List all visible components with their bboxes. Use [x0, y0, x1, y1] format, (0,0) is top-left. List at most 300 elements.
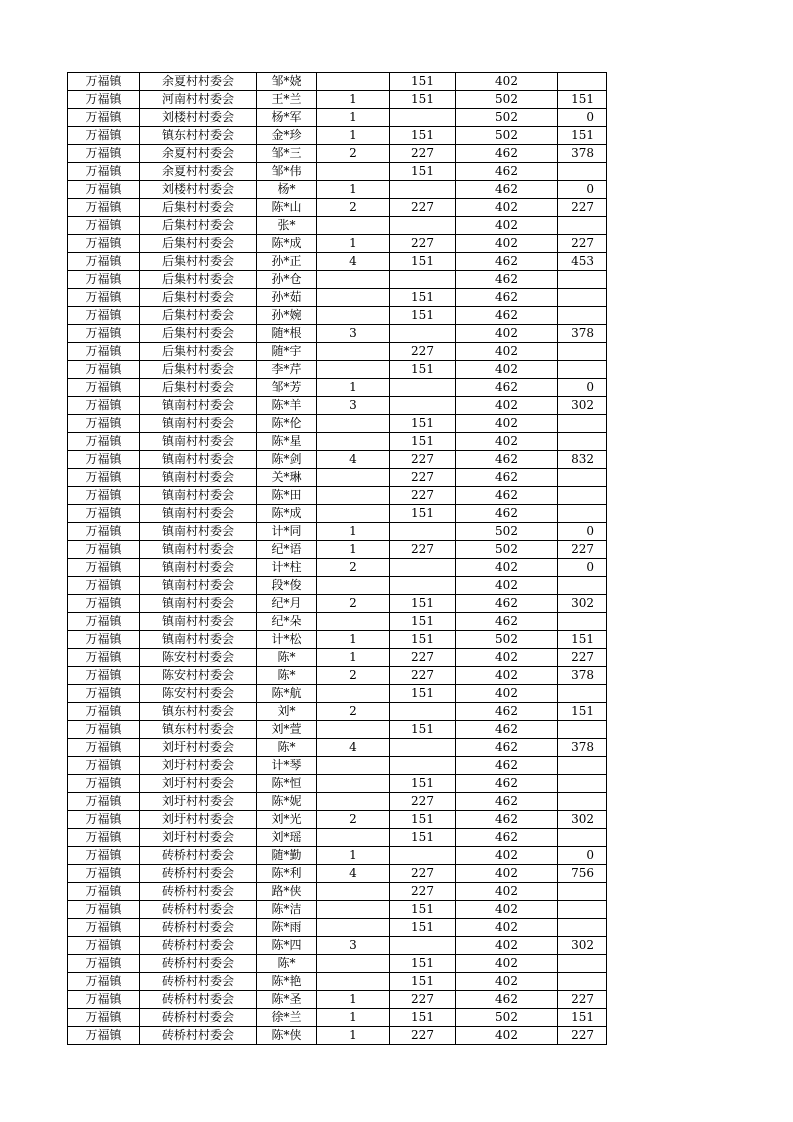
count-cell — [317, 271, 390, 289]
village-cell: 刘楼村村委会 — [140, 181, 257, 199]
name-cell: 孙*茹 — [257, 289, 317, 307]
amount-a-cell: 227 — [390, 451, 456, 469]
amount-b-cell: 402 — [456, 433, 558, 451]
table-row — [68, 559, 607, 577]
amount-b-cell: 502 — [456, 541, 558, 559]
total-cell — [558, 361, 607, 379]
amount-b-cell: 502 — [456, 127, 558, 145]
count-cell — [317, 217, 390, 235]
total-cell: 453 — [558, 253, 607, 271]
village-cell: 镇南村村委会 — [140, 577, 257, 595]
name-cell: 邹*三 — [257, 145, 317, 163]
count-cell — [317, 433, 390, 451]
count-cell — [317, 487, 390, 505]
total-cell: 302 — [558, 937, 607, 955]
count-cell — [317, 973, 390, 991]
amount-a-cell: 227 — [390, 883, 456, 901]
town-cell: 万福镇 — [68, 811, 140, 829]
amount-a-cell — [390, 703, 456, 721]
town-cell: 万福镇 — [68, 865, 140, 883]
amount-b-cell: 402 — [456, 883, 558, 901]
town-cell: 万福镇 — [68, 829, 140, 847]
village-cell: 后集村村委会 — [140, 379, 257, 397]
amount-a-cell: 151 — [390, 973, 456, 991]
total-cell — [558, 901, 607, 919]
name-cell: 计*同 — [257, 523, 317, 541]
village-cell: 砖桥村村委会 — [140, 973, 257, 991]
amount-b-cell: 462 — [456, 379, 558, 397]
table-row — [68, 613, 607, 631]
amount-a-cell: 151 — [390, 127, 456, 145]
count-cell — [317, 73, 390, 91]
table-row — [68, 523, 607, 541]
amount-b-cell: 462 — [456, 721, 558, 739]
name-cell: 陈*伦 — [257, 415, 317, 433]
town-cell: 万福镇 — [68, 289, 140, 307]
count-cell — [317, 469, 390, 487]
amount-b-cell: 502 — [456, 91, 558, 109]
total-cell — [558, 973, 607, 991]
amount-a-cell — [390, 577, 456, 595]
village-cell: 砖桥村村委会 — [140, 847, 257, 865]
amount-b-cell: 402 — [456, 937, 558, 955]
town-cell: 万福镇 — [68, 973, 140, 991]
count-cell: 3 — [317, 325, 390, 343]
town-cell: 万福镇 — [68, 199, 140, 217]
town-cell: 万福镇 — [68, 181, 140, 199]
village-cell: 后集村村委会 — [140, 271, 257, 289]
town-cell: 万福镇 — [68, 217, 140, 235]
count-cell: 4 — [317, 253, 390, 271]
count-cell — [317, 955, 390, 973]
amount-a-cell: 151 — [390, 433, 456, 451]
amount-b-cell: 462 — [456, 271, 558, 289]
town-cell: 万福镇 — [68, 505, 140, 523]
count-cell — [317, 685, 390, 703]
name-cell: 刘*光 — [257, 811, 317, 829]
table-row — [68, 91, 607, 109]
amount-b-cell: 402 — [456, 415, 558, 433]
amount-b-cell: 462 — [456, 253, 558, 271]
amount-b-cell: 502 — [456, 109, 558, 127]
village-cell: 后集村村委会 — [140, 199, 257, 217]
village-cell: 余夏村村委会 — [140, 145, 257, 163]
table-row — [68, 577, 607, 595]
town-cell: 万福镇 — [68, 613, 140, 631]
town-cell: 万福镇 — [68, 757, 140, 775]
amount-a-cell: 151 — [390, 91, 456, 109]
amount-a-cell — [390, 217, 456, 235]
amount-a-cell — [390, 325, 456, 343]
amount-a-cell: 227 — [390, 991, 456, 1009]
name-cell: 计*松 — [257, 631, 317, 649]
total-cell: 227 — [558, 649, 607, 667]
name-cell: 随*宇 — [257, 343, 317, 361]
total-cell: 302 — [558, 595, 607, 613]
town-cell: 万福镇 — [68, 73, 140, 91]
name-cell: 陈*妮 — [257, 793, 317, 811]
table-row — [68, 307, 607, 325]
village-cell: 刘圩村村委会 — [140, 757, 257, 775]
total-cell: 151 — [558, 631, 607, 649]
table-row — [68, 127, 607, 145]
amount-b-cell: 462 — [456, 145, 558, 163]
village-cell: 砖桥村村委会 — [140, 1027, 257, 1045]
count-cell: 1 — [317, 109, 390, 127]
name-cell: 段*俊 — [257, 577, 317, 595]
amount-a-cell: 151 — [390, 721, 456, 739]
amount-a-cell — [390, 523, 456, 541]
count-cell: 2 — [317, 559, 390, 577]
amount-a-cell — [390, 559, 456, 577]
count-cell — [317, 415, 390, 433]
count-cell: 1 — [317, 649, 390, 667]
table-row — [68, 901, 607, 919]
name-cell: 陈*侠 — [257, 1027, 317, 1045]
count-cell: 2 — [317, 811, 390, 829]
village-cell: 砖桥村村委会 — [140, 937, 257, 955]
village-cell: 镇南村村委会 — [140, 505, 257, 523]
table-row — [68, 469, 607, 487]
village-cell: 后集村村委会 — [140, 217, 257, 235]
town-cell: 万福镇 — [68, 271, 140, 289]
amount-b-cell: 462 — [456, 793, 558, 811]
village-cell: 后集村村委会 — [140, 361, 257, 379]
town-cell: 万福镇 — [68, 847, 140, 865]
table-row — [68, 379, 607, 397]
count-cell: 2 — [317, 595, 390, 613]
amount-a-cell: 151 — [390, 163, 456, 181]
name-cell: 邹*伟 — [257, 163, 317, 181]
amount-a-cell: 151 — [390, 1009, 456, 1027]
total-cell: 227 — [558, 199, 607, 217]
total-cell: 302 — [558, 811, 607, 829]
amount-a-cell: 227 — [390, 793, 456, 811]
total-cell — [558, 73, 607, 91]
total-cell — [558, 721, 607, 739]
count-cell — [317, 163, 390, 181]
total-cell: 227 — [558, 541, 607, 559]
amount-a-cell: 151 — [390, 595, 456, 613]
amount-a-cell: 151 — [390, 901, 456, 919]
town-cell: 万福镇 — [68, 343, 140, 361]
amount-b-cell: 462 — [456, 811, 558, 829]
total-cell — [558, 487, 607, 505]
amount-b-cell: 462 — [456, 829, 558, 847]
count-cell: 2 — [317, 667, 390, 685]
table-row — [68, 505, 607, 523]
count-cell: 1 — [317, 235, 390, 253]
table-row — [68, 829, 607, 847]
town-cell: 万福镇 — [68, 901, 140, 919]
total-cell: 756 — [558, 865, 607, 883]
name-cell: 纪*语 — [257, 541, 317, 559]
table-body — [68, 73, 607, 1045]
village-cell: 镇南村村委会 — [140, 433, 257, 451]
village-cell: 镇南村村委会 — [140, 631, 257, 649]
village-cell: 砖桥村村委会 — [140, 1009, 257, 1027]
count-cell — [317, 613, 390, 631]
name-cell: 徐*兰 — [257, 1009, 317, 1027]
total-cell: 378 — [558, 145, 607, 163]
name-cell: 陈*山 — [257, 199, 317, 217]
name-cell: 陈*洁 — [257, 901, 317, 919]
amount-b-cell: 462 — [456, 595, 558, 613]
name-cell: 陈*圣 — [257, 991, 317, 1009]
total-cell: 227 — [558, 1027, 607, 1045]
name-cell: 计*琴 — [257, 757, 317, 775]
amount-b-cell: 402 — [456, 667, 558, 685]
village-cell: 余夏村村委会 — [140, 73, 257, 91]
total-cell: 151 — [558, 703, 607, 721]
total-cell — [558, 685, 607, 703]
count-cell: 1 — [317, 523, 390, 541]
amount-a-cell: 227 — [390, 541, 456, 559]
table-row — [68, 937, 607, 955]
count-cell: 3 — [317, 397, 390, 415]
count-cell — [317, 793, 390, 811]
count-cell — [317, 307, 390, 325]
town-cell: 万福镇 — [68, 541, 140, 559]
total-cell — [558, 271, 607, 289]
name-cell: 孙*正 — [257, 253, 317, 271]
name-cell: 计*柱 — [257, 559, 317, 577]
total-cell: 378 — [558, 667, 607, 685]
amount-b-cell: 402 — [456, 1027, 558, 1045]
village-cell: 余夏村村委会 — [140, 163, 257, 181]
table-row — [68, 793, 607, 811]
table-row — [68, 775, 607, 793]
total-cell — [558, 883, 607, 901]
name-cell: 陈*羊 — [257, 397, 317, 415]
amount-a-cell — [390, 757, 456, 775]
total-cell — [558, 577, 607, 595]
amount-b-cell: 502 — [456, 631, 558, 649]
town-cell: 万福镇 — [68, 577, 140, 595]
village-cell: 镇南村村委会 — [140, 469, 257, 487]
name-cell: 陈*恒 — [257, 775, 317, 793]
total-cell — [558, 793, 607, 811]
count-cell — [317, 757, 390, 775]
count-cell: 1 — [317, 1027, 390, 1045]
table-row — [68, 631, 607, 649]
name-cell: 刘* — [257, 703, 317, 721]
amount-a-cell: 151 — [390, 307, 456, 325]
count-cell: 2 — [317, 145, 390, 163]
amount-b-cell: 462 — [456, 703, 558, 721]
count-cell — [317, 721, 390, 739]
village-cell: 砖桥村村委会 — [140, 865, 257, 883]
amount-a-cell: 227 — [390, 469, 456, 487]
data-table — [67, 72, 607, 1045]
name-cell: 陈*雨 — [257, 919, 317, 937]
total-cell — [558, 433, 607, 451]
town-cell: 万福镇 — [68, 685, 140, 703]
table-row — [68, 667, 607, 685]
total-cell: 0 — [558, 847, 607, 865]
total-cell — [558, 307, 607, 325]
table-row — [68, 1009, 607, 1027]
table-row — [68, 397, 607, 415]
total-cell — [558, 955, 607, 973]
total-cell: 0 — [558, 523, 607, 541]
amount-b-cell: 462 — [456, 307, 558, 325]
total-cell — [558, 289, 607, 307]
name-cell: 随*根 — [257, 325, 317, 343]
total-cell — [558, 613, 607, 631]
village-cell: 砖桥村村委会 — [140, 955, 257, 973]
town-cell: 万福镇 — [68, 415, 140, 433]
amount-b-cell: 462 — [456, 469, 558, 487]
amount-b-cell: 402 — [456, 577, 558, 595]
amount-a-cell — [390, 739, 456, 757]
town-cell: 万福镇 — [68, 991, 140, 1009]
amount-a-cell: 151 — [390, 775, 456, 793]
table-row — [68, 217, 607, 235]
name-cell: 陈*成 — [257, 235, 317, 253]
town-cell: 万福镇 — [68, 253, 140, 271]
name-cell: 陈*艳 — [257, 973, 317, 991]
total-cell — [558, 829, 607, 847]
town-cell: 万福镇 — [68, 109, 140, 127]
town-cell: 万福镇 — [68, 559, 140, 577]
count-cell: 1 — [317, 991, 390, 1009]
town-cell: 万福镇 — [68, 523, 140, 541]
village-cell: 镇南村村委会 — [140, 595, 257, 613]
amount-a-cell: 151 — [390, 829, 456, 847]
amount-b-cell: 402 — [456, 973, 558, 991]
village-cell: 后集村村委会 — [140, 307, 257, 325]
total-cell: 151 — [558, 127, 607, 145]
table-row — [68, 541, 607, 559]
name-cell: 王*兰 — [257, 91, 317, 109]
count-cell — [317, 775, 390, 793]
amount-a-cell: 151 — [390, 505, 456, 523]
amount-a-cell: 227 — [390, 199, 456, 217]
amount-a-cell: 227 — [390, 865, 456, 883]
amount-b-cell: 462 — [456, 289, 558, 307]
amount-a-cell: 151 — [390, 289, 456, 307]
total-cell — [558, 163, 607, 181]
table-row — [68, 973, 607, 991]
table-row — [68, 199, 607, 217]
town-cell: 万福镇 — [68, 649, 140, 667]
table-row — [68, 181, 607, 199]
amount-b-cell: 402 — [456, 361, 558, 379]
town-cell: 万福镇 — [68, 739, 140, 757]
town-cell: 万福镇 — [68, 397, 140, 415]
town-cell: 万福镇 — [68, 919, 140, 937]
town-cell: 万福镇 — [68, 325, 140, 343]
amount-b-cell: 462 — [456, 505, 558, 523]
total-cell: 0 — [558, 559, 607, 577]
town-cell: 万福镇 — [68, 379, 140, 397]
village-cell: 河南村村委会 — [140, 91, 257, 109]
count-cell: 1 — [317, 127, 390, 145]
amount-a-cell: 151 — [390, 253, 456, 271]
table-row — [68, 163, 607, 181]
total-cell: 151 — [558, 91, 607, 109]
village-cell: 刘圩村村委会 — [140, 829, 257, 847]
total-cell: 0 — [558, 109, 607, 127]
amount-a-cell: 151 — [390, 811, 456, 829]
amount-a-cell: 151 — [390, 685, 456, 703]
amount-a-cell: 151 — [390, 631, 456, 649]
village-cell: 陈安村村委会 — [140, 649, 257, 667]
town-cell: 万福镇 — [68, 1027, 140, 1045]
table-row — [68, 271, 607, 289]
name-cell: 陈* — [257, 649, 317, 667]
town-cell: 万福镇 — [68, 487, 140, 505]
count-cell: 1 — [317, 181, 390, 199]
count-cell: 1 — [317, 541, 390, 559]
name-cell: 陈*利 — [257, 865, 317, 883]
amount-b-cell: 402 — [456, 649, 558, 667]
name-cell: 李*芹 — [257, 361, 317, 379]
name-cell: 纪*朵 — [257, 613, 317, 631]
village-cell: 镇南村村委会 — [140, 451, 257, 469]
count-cell: 4 — [317, 451, 390, 469]
table-row — [68, 343, 607, 361]
amount-b-cell: 402 — [456, 685, 558, 703]
village-cell: 镇南村村委会 — [140, 613, 257, 631]
table-row — [68, 649, 607, 667]
name-cell: 刘*萱 — [257, 721, 317, 739]
name-cell: 陈*成 — [257, 505, 317, 523]
total-cell: 302 — [558, 397, 607, 415]
name-cell: 陈* — [257, 955, 317, 973]
count-cell: 2 — [317, 703, 390, 721]
table-row — [68, 739, 607, 757]
amount-b-cell: 402 — [456, 199, 558, 217]
amount-a-cell — [390, 271, 456, 289]
count-cell: 1 — [317, 91, 390, 109]
count-cell: 4 — [317, 865, 390, 883]
town-cell: 万福镇 — [68, 721, 140, 739]
town-cell: 万福镇 — [68, 163, 140, 181]
name-cell: 孙*仓 — [257, 271, 317, 289]
total-cell — [558, 415, 607, 433]
amount-b-cell: 402 — [456, 397, 558, 415]
village-cell: 陈安村村委会 — [140, 667, 257, 685]
total-cell: 227 — [558, 991, 607, 1009]
town-cell: 万福镇 — [68, 937, 140, 955]
count-cell: 2 — [317, 199, 390, 217]
town-cell: 万福镇 — [68, 1009, 140, 1027]
amount-b-cell: 462 — [456, 775, 558, 793]
total-cell: 151 — [558, 1009, 607, 1027]
table-row — [68, 919, 607, 937]
name-cell: 孙*婉 — [257, 307, 317, 325]
town-cell: 万福镇 — [68, 91, 140, 109]
name-cell: 邹*娆 — [257, 73, 317, 91]
table-row — [68, 955, 607, 973]
amount-a-cell: 151 — [390, 955, 456, 973]
village-cell: 刘圩村村委会 — [140, 739, 257, 757]
count-cell — [317, 919, 390, 937]
town-cell: 万福镇 — [68, 469, 140, 487]
name-cell: 陈* — [257, 667, 317, 685]
total-cell — [558, 343, 607, 361]
amount-a-cell: 151 — [390, 613, 456, 631]
count-cell: 3 — [317, 937, 390, 955]
count-cell: 1 — [317, 847, 390, 865]
name-cell: 陈*四 — [257, 937, 317, 955]
table-row — [68, 145, 607, 163]
count-cell: 1 — [317, 1009, 390, 1027]
table-row — [68, 433, 607, 451]
table-row — [68, 253, 607, 271]
